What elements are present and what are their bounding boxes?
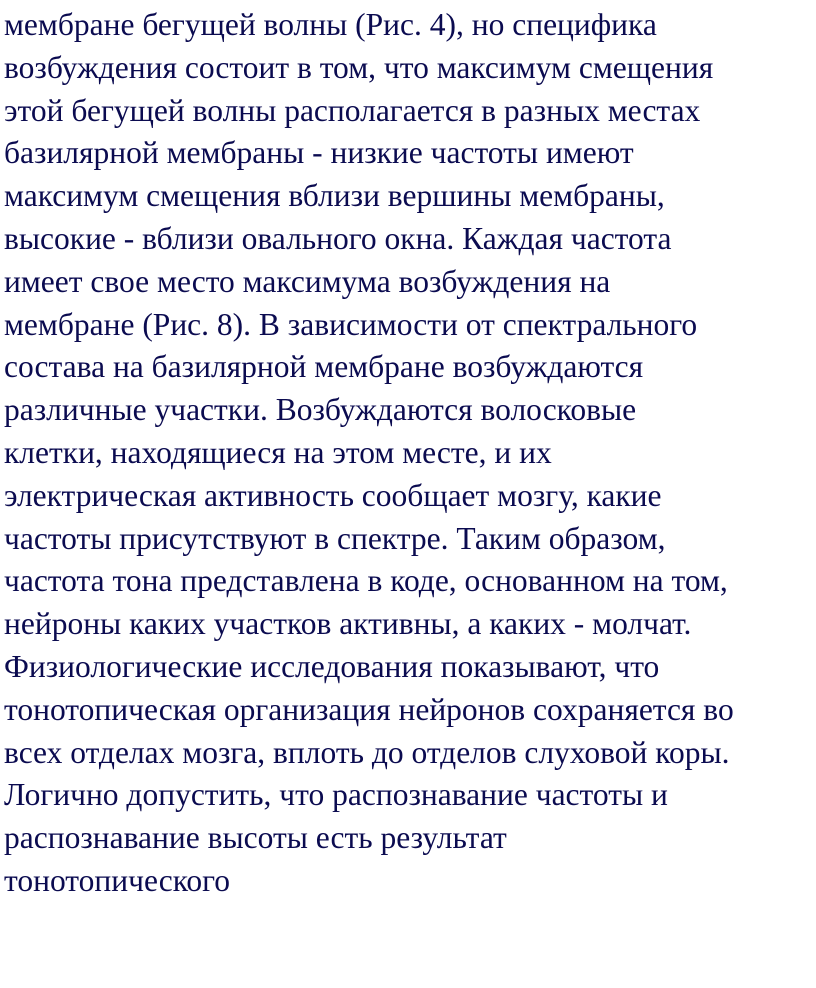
text-line: мембране бегущей волны (Рис. 4), но специфика — [4, 7, 657, 42]
text-line: тонотопическая организация нейронов сохраняется во — [4, 691, 734, 727]
text-line: нейроны каких участков активны, а каких - молчат. — [4, 606, 692, 642]
text-line: состава на базилярной мембране возбуждаются — [4, 349, 644, 385]
text-line: Логично допустить, что распознавание частоты и — [4, 777, 668, 813]
text-line: распознавание высоты есть результат — [4, 820, 507, 856]
text-line: тонотопического — [4, 862, 231, 898]
text-line: этой бегущей волны располагается в разных местах — [4, 92, 701, 128]
text-line: клетки, находящиеся на этом месте, и их — [4, 434, 552, 470]
text-line: частоты присутствуют в спектре. Таким образом, — [4, 520, 666, 556]
text-line: всех отделах мозга, вплоть до отделов слуховой коры. — [4, 734, 730, 770]
text-line: мембране (Рис. 8). В зависимости от спектрального — [4, 306, 698, 342]
text-line: базилярной мембраны - низкие частоты имеют — [4, 135, 634, 171]
text-line: Физиологические исследования показывают, что — [4, 648, 660, 684]
text-line: частота тона представлена в коде, основанном на том, — [4, 563, 728, 599]
text-line: возбуждения состоит в том, что максимум смещения — [4, 49, 714, 85]
text-line: высокие - вблизи овального окна. Каждая частота — [4, 220, 672, 256]
text-line: электрическая активность сообщает мозгу, какие — [4, 477, 662, 513]
text-line: имеет свое место максимума возбуждения на — [4, 263, 611, 299]
text-line: различные участки. Возбуждаются волосковые — [4, 392, 637, 428]
text-line: максимум смещения вблизи вершины мембраны, — [4, 178, 665, 214]
body-paragraph — [4, 4, 816, 903]
